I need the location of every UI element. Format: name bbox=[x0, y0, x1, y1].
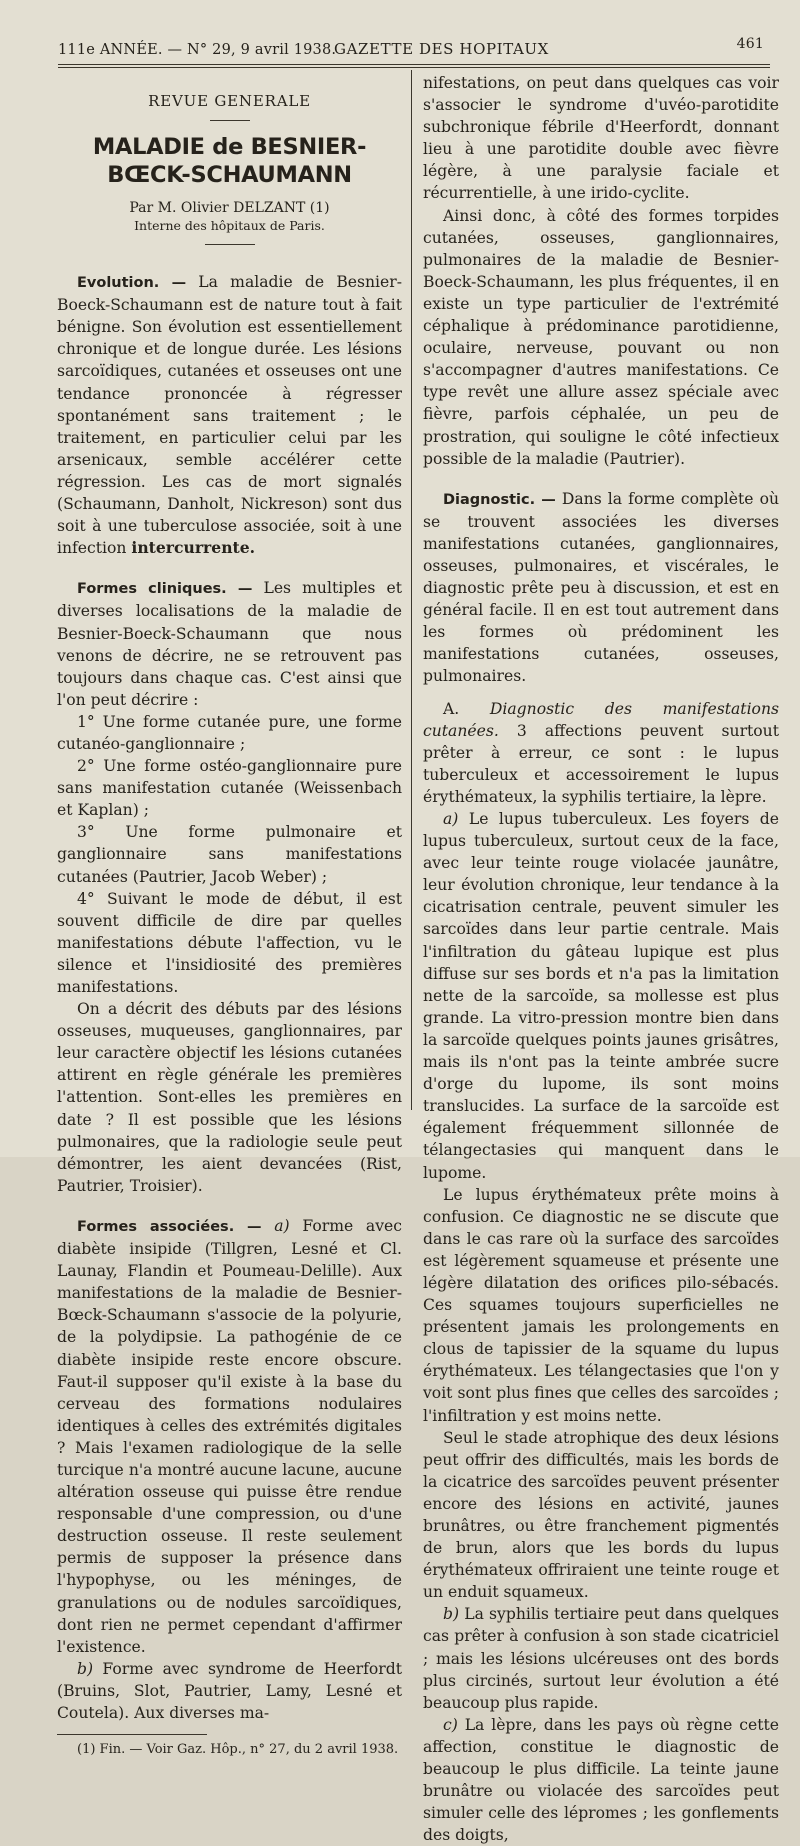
paragraph-A bbox=[423, 698, 779, 808]
label-b: b) bbox=[77, 1659, 94, 1678]
article-title: MALADIE de BESNIER-BŒCK-SCHAUMANN bbox=[92, 134, 367, 189]
section-heading: REVUE GENERALE bbox=[148, 92, 311, 110]
paragraph-heerfordt bbox=[57, 1658, 402, 1724]
text-associees: Forme avec diabète insipide (Tillgren, Lesné et Cl. Launay, Flandin et Poumeau-Delille). Aux manifestations de la maladie de Besnier-Bœck-Schaumann s'associe de la polyurie, de la polydipsie. La pathogénie de ce diabète insipide reste encore obscure. Faut-il supposer qu'il existe à la base du cerveau des formations nodulaires identiques à celles des extrémités digitales ? Mais l'examen radiologique de la selle turcique n'a montré aucune lacune, aucune altération osseuse qui puisse être rendue responsable d'une compression, ou d'une destruction osseuse. Il reste seulement permis de supposer la présence dans l'hypophyse, ou les méninges, de granulations ou de nodules sarcoïdiques, dont rien ne permet cependant d'affirmer l'existence. bbox=[57, 1216, 402, 1656]
paragraph-lupus-erythemateux: Le lupus érythémateux prête moins à confusion. Ce diagnostic ne se discute que dans le cas rare où la surface des sarcoïdes est légèrement squameuse et présente une légère dilatation des orifices pilo-sébacés. Ces squames toujours superficielles ne présentent jamais les prolongements en clous de tapissier de la squame du lupus érythémateux. Les télangectasies que l'on y voit sont plus fines que celles des sarcoïdes ; l'infiltration y est moins nette. bbox=[423, 1185, 779, 1425]
label-a-right: a) bbox=[443, 810, 459, 828]
text-evolution-end: intercurrente. bbox=[131, 538, 256, 558]
text-lupus-tuberculeux: Le lupus tuberculeux. Les foyers de lupus tuberculeux, surtout ceux de la face, avec leur teinte rouge violacée jaunâtre, leur évolution chronique, leur tendance à la cicatrisation centrale, peuvent simuler les sarcoïdes dans leur partie centrale. Mais l'infiltration du gâteau lupique est plus diffuse sur ses bords et n'a pas la limitation nette de la sarcoïde, sa mollesse est plus grande. La vitro-pression montre bien dans la sarcoïde quelques points jaunes grisâtres, mais ils n'ont pas la teinte ambrée sucre d'orge du lupome, ils sont moins translucides. La surface de la sarcoïde est également fréquemment sillonnée de télangectasies qui manquent dans le lupome. bbox=[423, 810, 779, 1182]
paragraph-syphilis bbox=[423, 1603, 779, 1713]
label-c-right: c) bbox=[443, 1715, 458, 1734]
footnote: (1) Fin. — Voir Gaz. Hôp., n° 27, du 2 avril 1938. bbox=[77, 1742, 399, 1758]
page-header bbox=[58, 36, 770, 62]
text-lepre: La lèpre, dans les pays où règne cette affection, constitue le diagnostic de beaucoup le plus difficile. La teinte jaune brunâtre ou violacée des sarcoïdes peut simuler celle des lépromes ; les gonflements des doigts, bbox=[423, 1715, 779, 1845]
left-column bbox=[57, 72, 402, 1759]
label-a: a) bbox=[274, 1216, 290, 1235]
text-formes: Les multiples et diverses localisations de la maladie de Besnier-Boeck-Schaumann que nous venons de décrire, ne se retrouvent pas toujours dans chaque cas. C'est ainsi que l'on peut décrire : bbox=[57, 579, 402, 709]
heading-associees: Formes associées. — bbox=[77, 1218, 262, 1235]
right-column bbox=[423, 72, 779, 1846]
paragraph-lupus-tuberculeux bbox=[423, 808, 779, 1184]
paragraph-evolution bbox=[57, 271, 402, 559]
label-b-right: b) bbox=[443, 1605, 460, 1624]
section-rule bbox=[210, 120, 250, 121]
author-role: Interne des hôpitaux de Paris. bbox=[134, 218, 325, 234]
paragraph-associees bbox=[57, 1215, 402, 1658]
subheading-cutanees: Diagnostic des manifestations cutanées. bbox=[423, 699, 779, 740]
text-A: 3 affections peuvent surtout prêter à erreur, ce sont : le lupus tuberculeux et accessoirement le lupus érythémateux, la syphilis tertiaire, la lèpre. bbox=[423, 721, 779, 806]
text-evolution: La maladie de Besnier-Boeck-Schaumann est de nature tout à fait bénigne. Son évolution est essentiellement chronique et de longue durée. Les lésions sarcoïdiques, cutanées et osseuses ont une tendance prononcée à régresser spontanément sans traitement ; le traitement, en particulier celui par les arsenicaux, semble accélérer cette régression. Les cas de mort signalés (Schaumann, Danholt, Nickreson) sont dus soit à une tuberculose associée, soit à une infection bbox=[57, 273, 402, 558]
paragraph-diagnostic bbox=[423, 488, 779, 688]
list-item-2: 2° Une forme ostéo-ganglionnaire pure sans manifestation cutanée (Weissenbach et Kaplan) ; bbox=[57, 757, 402, 820]
list-item-1: 1° Une forme cutanée pure, une forme cutanéo-ganglionnaire ; bbox=[57, 712, 402, 753]
paragraph-torpides: Ainsi donc, à côté des formes torpides cutanées, osseuses, ganglionnaires, pulmonaires de la maladie de Besnier-Boeck-Schaumann, les plus fréquentes, il en existe un type particulier de l'extrémité céphalique à prédominance parotidienne, oculaire, nerveuse, pouvant ou non s'accompagner d'autres manifestations. Ce type revêt une allure assez spéciale avec fièvre, parfois céphalée, un peu de prostration, qui souligne le côté infectieux possible de la maladie (Pautrier). bbox=[423, 206, 779, 468]
paragraph-continued: nifestations, on peut dans quelques cas voir s'associer le syndrome d'uvéo-parotidite subchronique fébrile d'Heerfordt, donnant lieu à une parotidite double avec fièvre légère, à une paralysie faciale et récurrentielle, à une irido-cyclite. bbox=[423, 74, 779, 203]
list-item-4: 4° Suivant le mode de début, il est souvent difficile de dire par quelles manifestations débute l'affection, vu le silence et l'insidiosité des premières manifestations. bbox=[57, 889, 402, 996]
paragraph-atrophique: Seul le stade atrophique des deux lésions peut offrir des difficultés, mais les bords de la cicatrice des sarcoïdes peuvent présenter encore des lésions en activité, jaunes brunâtres, ou être franchement pigmentés de brun, alors que les bords du lupus érythémateux offriraient une teinte rouge et un enduit squameux. bbox=[423, 1428, 779, 1602]
paragraph-osseuses: On a décrit des débuts par des lésions osseuses, muqueuses, ganglionnaires, par leur caractère objectif les lésions cutanées attirent en règle générale les premières l'attention. Sont-elles les premières en date ? Il est possible que les lésions pulmonaires, que la radiologie seule peut démontrer, les aient devancées (Rist, Pautrier, Troisier). bbox=[57, 1000, 402, 1195]
footnote-rule bbox=[57, 1734, 207, 1735]
heading-diagnostic: Diagnostic. — bbox=[443, 491, 556, 508]
heading-evolution: Evolution. — bbox=[77, 275, 187, 292]
header-rule bbox=[58, 64, 770, 65]
list-item-3: 3° Une forme pulmonaire et ganglionnaire sans manifestations cutanées (Pautrier, Jacob Weber) ; bbox=[57, 823, 402, 886]
title-separator bbox=[205, 244, 255, 245]
page-number: 461 bbox=[736, 36, 764, 52]
header-rule-double bbox=[58, 67, 770, 68]
text-diagnostic: Dans la forme complète où se trouvent associées les diverses manifestations cutanées, ganglionnaires, osseuses, pulmonaires, et viscérales, le diagnostic prête peu à discussion, et est en général facile. Il en est tout autrement dans les formes où prédominent les manifestations cutanées, osseuses, pulmonaires. bbox=[423, 489, 780, 686]
label-A: A. bbox=[443, 699, 460, 718]
journal-title: GAZETTE DES HOPITAUX bbox=[334, 40, 549, 58]
text-syphilis: La syphilis tertiaire peut dans quelques cas prêter à confusion à son stade cicatriciel ; mais les lésions ulcéreuses ont des bords plus circinés, surtout leur évolution a été beaucoup plus rapide. bbox=[423, 1605, 779, 1712]
paragraph-lepre bbox=[423, 1714, 779, 1846]
issue-info: 111e ANNÉE. — N° 29, 9 avril 1938. bbox=[58, 42, 337, 58]
paragraph-formes bbox=[57, 577, 402, 711]
heading-formes: Formes cliniques. — bbox=[77, 581, 253, 598]
text-heerfordt: Forme avec syndrome de Heerfordt (Bruins, Slot, Pautrier, Lamy, Lesné et Coutela). Aux diverses ma- bbox=[57, 1659, 402, 1722]
article-author: Par M. Olivier DELZANT (1) bbox=[129, 200, 330, 217]
column-divider bbox=[411, 70, 412, 1110]
